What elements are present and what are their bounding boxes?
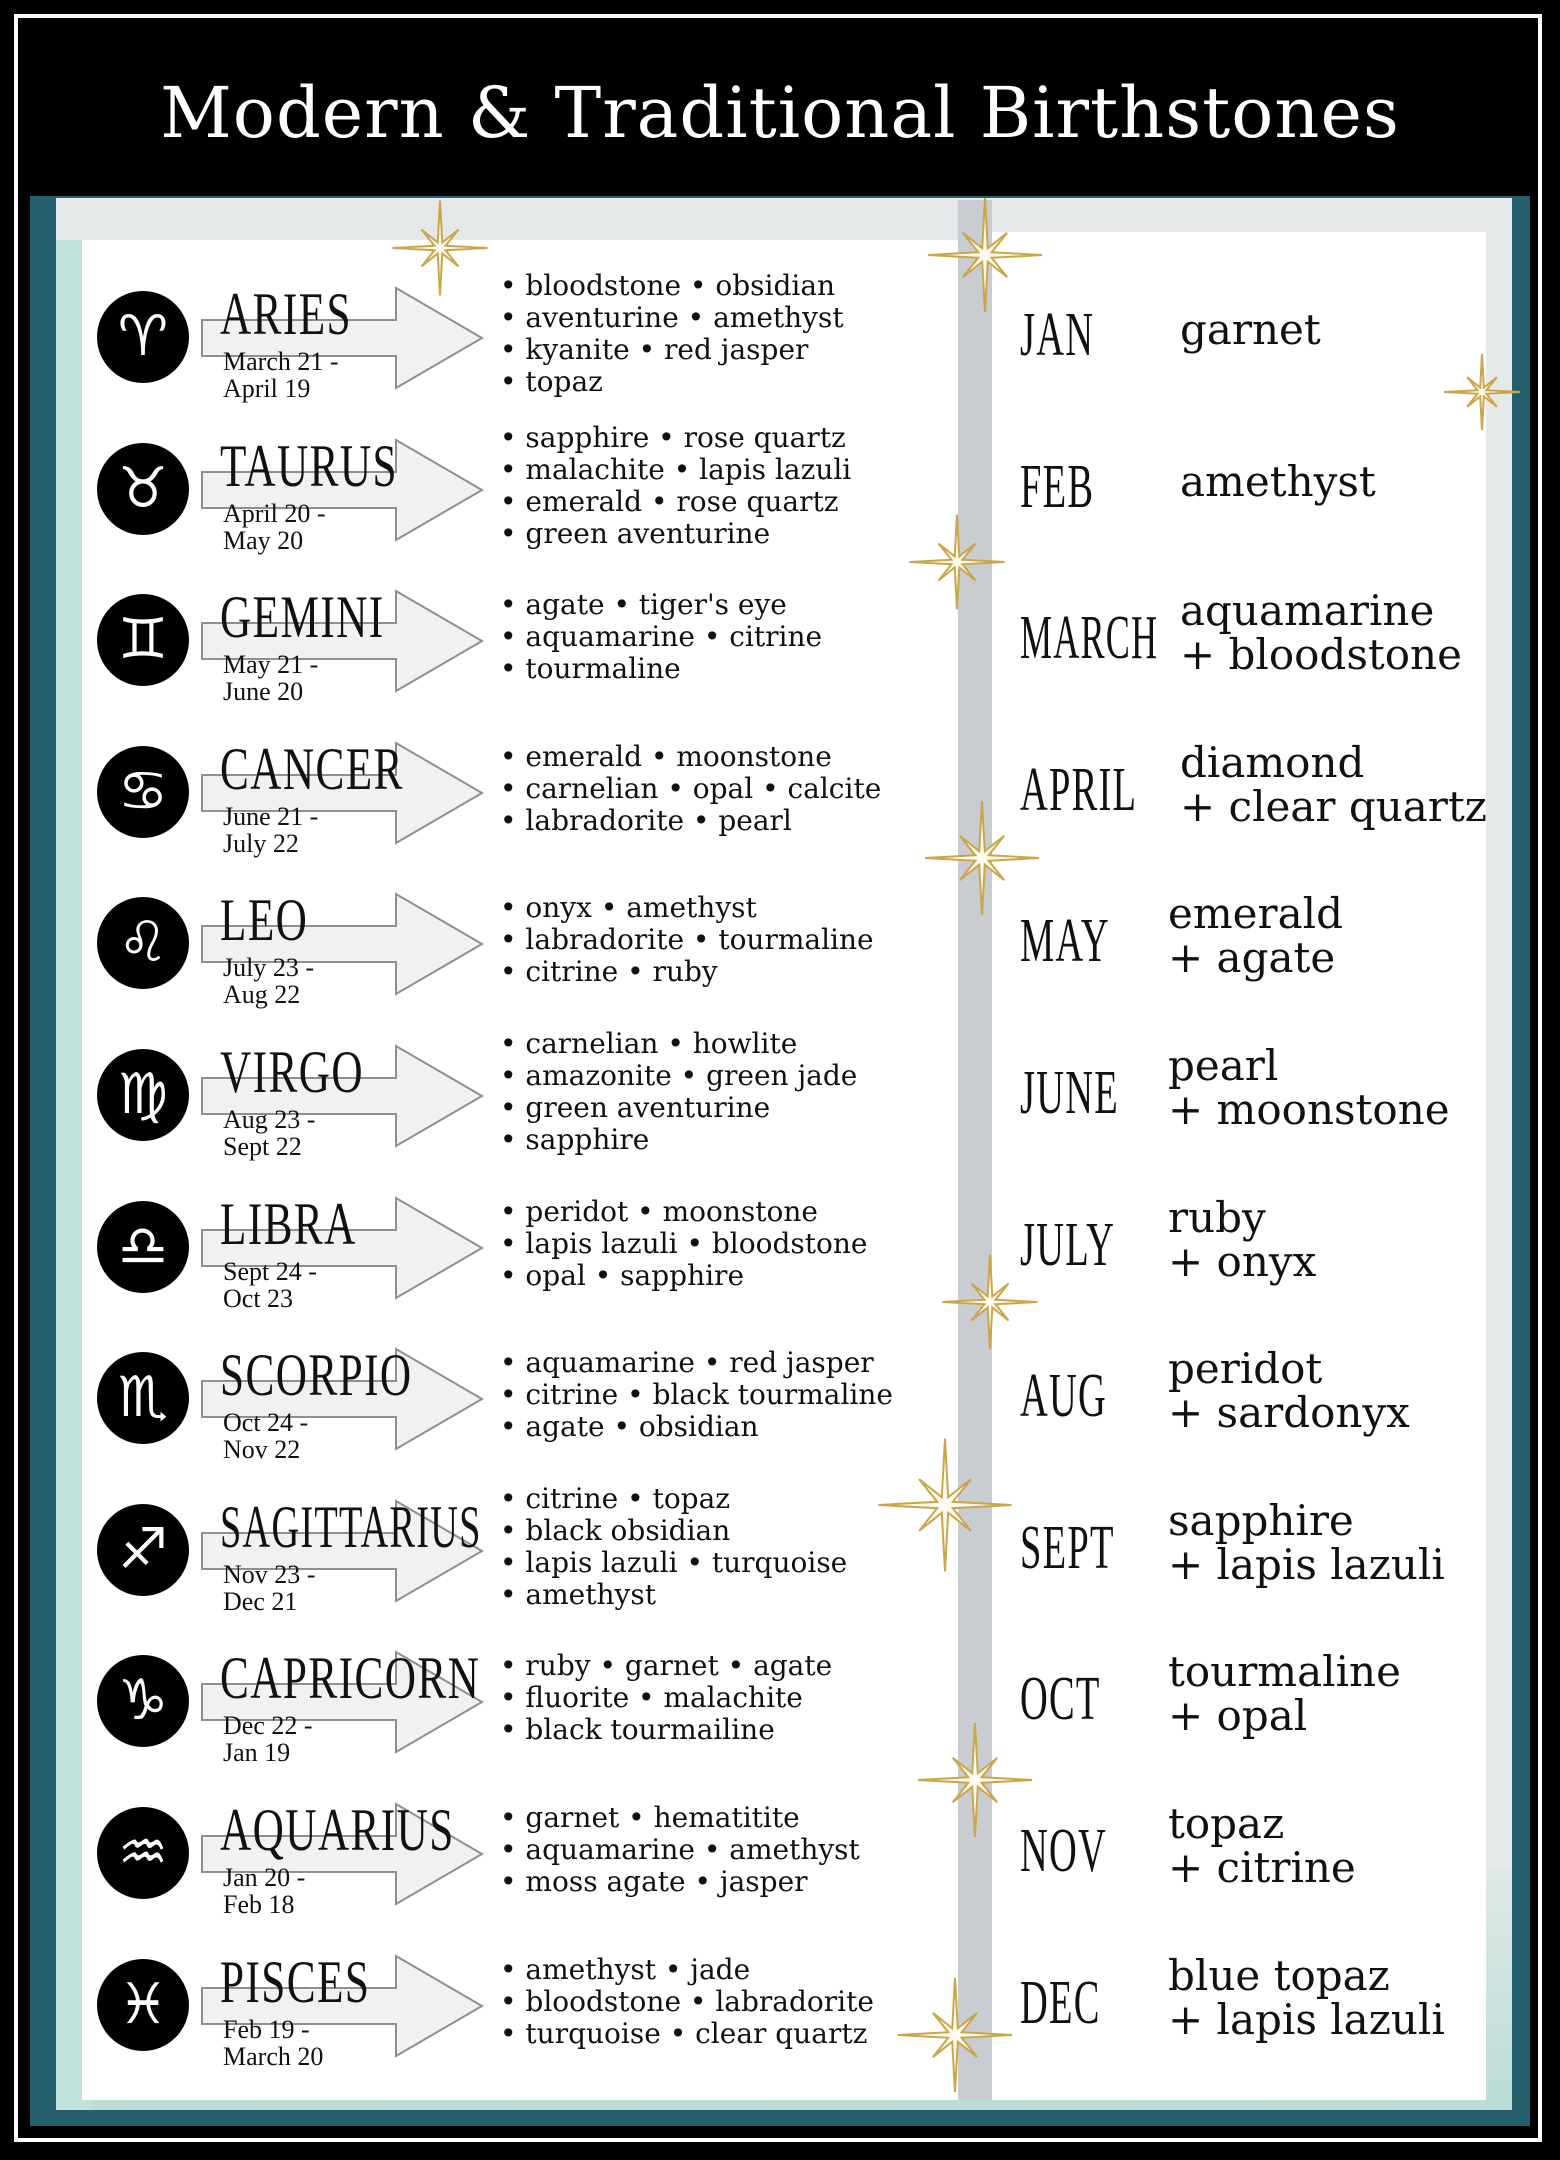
month-stone-list [1168, 1950, 1445, 2044]
zodiac-sign-name: AQUARIUS [220, 1797, 455, 1863]
page-title: Modern & Traditional Birthstones [160, 72, 1400, 154]
gold-star-icon [925, 195, 1045, 315]
zodiac-sign-name: CAPRICORN [220, 1645, 481, 1712]
stone-line: • carnelian • howlite [500, 1027, 798, 1060]
stone-line: • opal • sapphire [500, 1258, 745, 1292]
month-stone-list [1180, 305, 1321, 354]
stone-line: • fluorite • malachite [500, 1681, 803, 1715]
month-stone-line: sapphire [1168, 1495, 1354, 1545]
month-name: DEC [1020, 1968, 1101, 2037]
libra-icon: ♎︎ [97, 1201, 189, 1293]
zodiac-stone-list [500, 1028, 857, 1156]
zodiac-date-range: May 21 - June 20 [223, 650, 319, 707]
gold-star-icon [895, 1975, 1015, 2095]
month-stone-line: ruby [1168, 1192, 1266, 1242]
stone-line: • amethyst • jade [500, 1952, 751, 1986]
stone-line: • moss agate • jasper [500, 1865, 808, 1898]
gold-star-icon [907, 512, 1007, 612]
month-stone-list [1168, 1344, 1410, 1438]
month-name: AUG [1020, 1362, 1108, 1431]
zodiac-stone-list [500, 422, 851, 550]
zodiac-date-range: Oct 24 - Nov 22 [223, 1408, 309, 1465]
month-name: JUNE [1020, 1059, 1119, 1127]
month-stone-line: pearl [1168, 1041, 1279, 1090]
zodiac-date-range: April 20 - May 20 [223, 498, 326, 555]
stone-line: • lapis lazuli • bloodstone [500, 1226, 868, 1260]
zodiac-date-range: Nov 23 - Dec 21 [223, 1559, 316, 1616]
stone-line: • labradorite • tourmaline [500, 923, 874, 957]
zodiac-stone-list [500, 741, 881, 837]
stone-line: • amethyst [500, 1577, 656, 1611]
month-stone-line: peridot [1168, 1344, 1323, 1394]
month-stone-line: aquamarine [1180, 586, 1435, 636]
stone-line: • garnet • hematitite [500, 1801, 800, 1834]
month-name: OCT [1020, 1665, 1101, 1734]
zodiac-stone-list [500, 270, 844, 398]
zodiac-date-range: March 21 - April 19 [223, 347, 339, 403]
zodiac-stone-list [500, 892, 874, 988]
month-stone-line: + moonstone [1168, 1085, 1450, 1134]
zodiac-stone-list [500, 1954, 874, 2050]
stone-line: • emerald • moonstone [500, 739, 832, 773]
sagittarius-icon: ♐︎ [97, 1504, 189, 1596]
month-stone-line: tourmaline [1168, 1647, 1401, 1697]
month-stone-list [1180, 456, 1376, 506]
month-stone-line: + lapis lazuli [1168, 1539, 1445, 1589]
zodiac-sign-name: VIRGO [220, 1039, 364, 1105]
stone-line: • green aventurine [500, 1091, 771, 1124]
taurus-icon: ♉︎ [97, 443, 189, 535]
month-stone-list [1180, 586, 1462, 680]
stone-line: • emerald • rose quartz [500, 484, 839, 518]
stone-line: • onyx • amethyst [500, 891, 757, 925]
zodiac-sign-name: SAGITTARIUS [220, 1493, 482, 1560]
month-name: NOV [1020, 1817, 1108, 1885]
stone-line: • green aventurine [500, 516, 771, 550]
stone-line: • citrine • topaz [500, 1481, 731, 1515]
zodiac-date-range: Sept 24 - Oct 23 [223, 1256, 317, 1313]
month-name: JAN [1020, 301, 1095, 369]
month-stone-list [1168, 1799, 1356, 1892]
stone-line: • citrine • ruby [500, 955, 718, 989]
zodiac-sign-name: CANCER [220, 735, 404, 802]
month-stone-line: blue topaz [1168, 1950, 1390, 2000]
month-stone-line: + lapis lazuli [1168, 1994, 1445, 2044]
month-stone-line: + sardonyx [1168, 1388, 1410, 1438]
month-name: MAY [1020, 907, 1110, 976]
stone-line: • agate • tiger's eye [500, 588, 787, 622]
zodiac-stone-list [500, 589, 822, 685]
stone-line: • black tourmailine [500, 1713, 775, 1747]
gold-star-icon [1442, 352, 1522, 432]
month-stone-list [1180, 737, 1487, 831]
stone-line: • black obsidian [500, 1513, 731, 1547]
stone-line: • kyanite • red jasper [500, 333, 809, 366]
stone-line: • peridot • moonstone [500, 1194, 818, 1228]
zodiac-date-range: Aug 23 - Sept 22 [223, 1105, 316, 1161]
gold-star-icon [915, 1720, 1035, 1840]
zodiac-stone-list [500, 1650, 832, 1746]
zodiac-date-range: Feb 19 - March 20 [223, 2014, 324, 2071]
month-stone-line: + clear quartz [1180, 781, 1487, 831]
stone-line: • tourmaline [500, 652, 681, 686]
stone-line: • sapphire • rose quartz [500, 420, 846, 454]
gemini-icon: ♊︎ [97, 594, 189, 686]
month-stone-line: emerald [1168, 889, 1343, 939]
month-stone-line: topaz [1168, 1799, 1285, 1848]
stone-line: • aventurine • amethyst [500, 301, 844, 334]
gold-star-icon [390, 198, 490, 298]
stone-line: • aquamarine • red jasper [500, 1346, 874, 1380]
leo-icon: ♌︎ [97, 897, 189, 989]
zodiac-sign-name: SCORPIO [220, 1342, 413, 1409]
stone-line: • labradorite • pearl [500, 803, 792, 837]
month-stone-line: + onyx [1168, 1236, 1317, 1286]
virgo-icon: ♍︎ [97, 1049, 189, 1141]
title-bar [30, 30, 1530, 196]
zodiac-date-range: June 21 - July 22 [223, 801, 319, 858]
month-stone-line: garnet [1180, 305, 1321, 354]
month-stone-list [1168, 1647, 1401, 1741]
stone-line: • malachite • lapis lazuli [500, 452, 852, 486]
stone-line: • amazonite • green jade [500, 1059, 858, 1092]
month-stone-line: + agate [1168, 933, 1336, 983]
stone-line: • sapphire [500, 1123, 650, 1156]
stone-line: • topaz [500, 365, 603, 398]
zodiac-sign-name: ARIES [220, 281, 353, 347]
zodiac-sign-name: TAURUS [220, 432, 399, 499]
zodiac-sign-name: GEMINI [220, 584, 385, 651]
stone-line: • bloodstone • labradorite [500, 1984, 874, 2018]
zodiac-date-range: Jan 20 - Feb 18 [223, 1863, 306, 1919]
month-name: MARCH [1020, 604, 1159, 673]
month-name: JULY [1020, 1210, 1116, 1279]
capricorn-icon: ♑︎ [97, 1655, 189, 1747]
month-name: APRIL [1020, 755, 1138, 824]
month-stone-list [1168, 889, 1343, 983]
month-name: FEB [1020, 452, 1095, 521]
month-stone-line: + bloodstone [1180, 630, 1462, 680]
stone-line: • bloodstone • obsidian [500, 269, 836, 302]
month-stone-line: diamond [1180, 737, 1365, 787]
zodiac-sign-name: LIBRA [220, 1190, 357, 1257]
zodiac-sign-name: LEO [220, 887, 309, 954]
zodiac-stone-list [500, 1802, 860, 1898]
month-stone-list [1168, 1041, 1450, 1134]
gold-star-icon [875, 1435, 1015, 1575]
month-stone-list [1168, 1192, 1317, 1286]
stone-line: • aquamarine • amethyst [500, 1833, 860, 1866]
month-stone-line: + opal [1168, 1691, 1308, 1741]
month-name: SEPT [1020, 1513, 1115, 1582]
zodiac-date-range: Dec 22 - Jan 19 [223, 1711, 313, 1768]
gold-star-icon [922, 798, 1042, 918]
zodiac-sign-name: PISCES [220, 1948, 371, 2015]
stone-line: • aquamarine • citrine [500, 620, 823, 654]
zodiac-stone-list [500, 1483, 847, 1611]
pisces-icon: ♓︎ [97, 1959, 189, 2051]
gold-star-icon [940, 1252, 1040, 1352]
aries-icon: ♈︎ [97, 291, 189, 383]
stone-line: • citrine • black tourmaline [500, 1378, 893, 1412]
stone-line: • ruby • garnet • agate [500, 1649, 833, 1683]
month-stone-line: amethyst [1180, 456, 1376, 506]
stone-line: • agate • obsidian [500, 1410, 759, 1444]
stone-line: • lapis lazuli • turquoise [500, 1545, 848, 1579]
stone-line: • turquoise • clear quartz [500, 2016, 868, 2050]
aquarius-icon: ♒︎ [97, 1807, 189, 1899]
cancer-icon: ♋︎ [97, 746, 189, 838]
zodiac-stone-list [500, 1347, 893, 1443]
scorpio-icon: ♏︎ [97, 1352, 189, 1444]
month-stone-list [1168, 1495, 1445, 1589]
month-stone-line: + citrine [1168, 1843, 1356, 1892]
zodiac-date-range: July 23 - Aug 22 [223, 953, 314, 1010]
zodiac-stone-list [500, 1196, 867, 1292]
stone-line: • carnelian • opal • calcite [500, 771, 882, 805]
